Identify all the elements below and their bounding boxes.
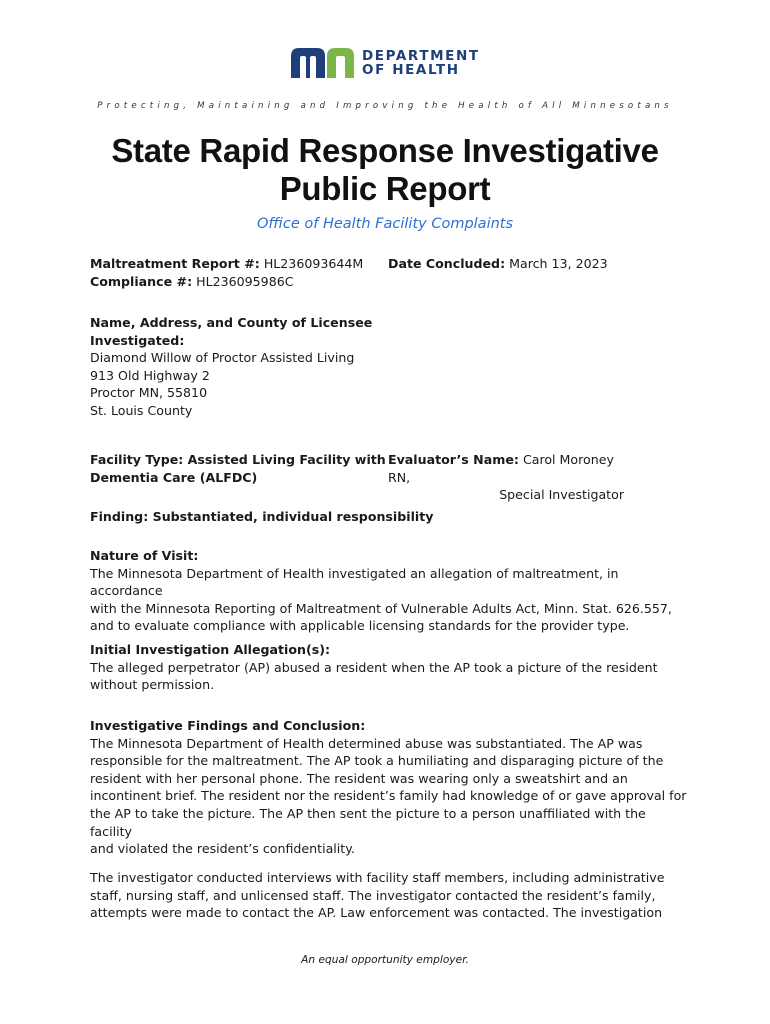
- date-label: Date Concluded:: [388, 256, 506, 271]
- findings-line: the AP to take the picture. The AP then sent the picture to a person unaffiliated with the facility: [90, 805, 646, 839]
- maltreatment-value: HL236093644M: [263, 256, 364, 271]
- nature-line: with the Minnesota Reporting of Maltreatment of Vulnerable Adults Act, Minn. Stat. 626.557,: [90, 600, 672, 616]
- findings-line: resident with her personal phone. The resident was wearing only a sweatshirt and an: [90, 770, 628, 786]
- mn-logo-icon: [291, 48, 354, 78]
- tagline: Protecting, Maintaining and Improving the Health of All Minnesotans: [97, 101, 673, 111]
- findings-line: and violated the resident’s confidentiality.: [90, 841, 355, 857]
- evaluator: [388, 451, 624, 504]
- date-concluded: [388, 255, 608, 273]
- logo-line-2: OF HEALTH: [362, 62, 460, 78]
- compliance-value: HL236095986C: [196, 273, 294, 289]
- findings-line: responsible for the maltreatment. The AP took a humiliating and disparaging picture of the: [90, 753, 664, 769]
- interviews-line: staff, nursing staff, and unlicensed staff. The investigator contacted the resident’s family,: [90, 887, 656, 903]
- allegation-line: without permission.: [90, 677, 215, 693]
- licensee-heading-1: Name, Address, and County of Licensee: [90, 315, 373, 330]
- facility-type-1: Facility Type: Assisted Living Facility with: [90, 452, 386, 467]
- nature-of-visit: [90, 547, 690, 635]
- findings-line: incontinent brief. The resident nor the resident’s family had knowledge of or gave approval for: [90, 788, 687, 804]
- licensee-name: Diamond Willow of Proctor Assisted Living: [90, 350, 355, 366]
- logo-wordmark: [362, 49, 480, 78]
- footer: An equal opportunity employer.: [301, 954, 469, 966]
- allegation: [90, 641, 690, 694]
- facility-type-2: Dementia Care (ALFDC): [90, 469, 258, 485]
- date-value: March 13, 2023: [509, 256, 608, 271]
- interviews: [90, 869, 690, 922]
- interviews-line: attempts were made to contact the AP. Law enforcement was contacted. The investigation: [90, 905, 663, 921]
- interviews-line: The investigator conducted interviews with facility staff members, including administrative: [90, 870, 665, 885]
- evaluator-name: Carol Moroney RN,: [388, 452, 614, 485]
- nature-heading: Nature of Visit:: [90, 548, 199, 563]
- maltreatment-label: Maltreatment Report #:: [90, 256, 260, 271]
- report-numbers: [90, 255, 363, 290]
- findings-line: The Minnesota Department of Health determined abuse was substantiated. The AP was: [90, 735, 643, 751]
- title-line-2: Public Report: [279, 170, 491, 207]
- mdh-logo: [291, 48, 480, 78]
- compliance-label: Compliance #:: [90, 273, 193, 289]
- facility-type: [90, 451, 386, 486]
- nature-line: The Minnesota Department of Health investigated an allegation of maltreatment, in accordance: [90, 565, 619, 599]
- logo-line-1: DEPARTMENT: [362, 47, 480, 64]
- compliance-row: [90, 273, 363, 291]
- finding: Finding: Substantiated, individual responsibility: [90, 509, 434, 524]
- licensee-address: 913 Old Highway 2: [90, 367, 210, 383]
- evaluator-title: Special Investigator: [499, 487, 624, 503]
- findings-conclusion: [90, 717, 690, 858]
- evaluator-row: [388, 451, 624, 486]
- allegation-heading: Initial Investigation Allegation(s):: [90, 642, 331, 657]
- subtitle: Office of Health Facility Complaints: [256, 216, 514, 232]
- maltreatment-row: [90, 255, 363, 273]
- title-line-1: State Rapid Response Investigative: [111, 132, 659, 169]
- nature-line: and to evaluate compliance with applicable licensing standards for the provider type.: [90, 618, 630, 634]
- licensee-block: [90, 314, 372, 420]
- evaluator-label: Evaluator’s Name:: [388, 452, 519, 467]
- findings-heading: Investigative Findings and Conclusion:: [90, 718, 366, 733]
- licensee-city: Proctor MN, 55810: [90, 385, 208, 401]
- licensee-heading-2: Investigated:: [90, 332, 185, 348]
- allegation-line: The alleged perpetrator (AP) abused a resident when the AP took a picture of the resident: [90, 659, 658, 675]
- licensee-county: St. Louis County: [90, 402, 193, 418]
- page-title: [0, 132, 770, 208]
